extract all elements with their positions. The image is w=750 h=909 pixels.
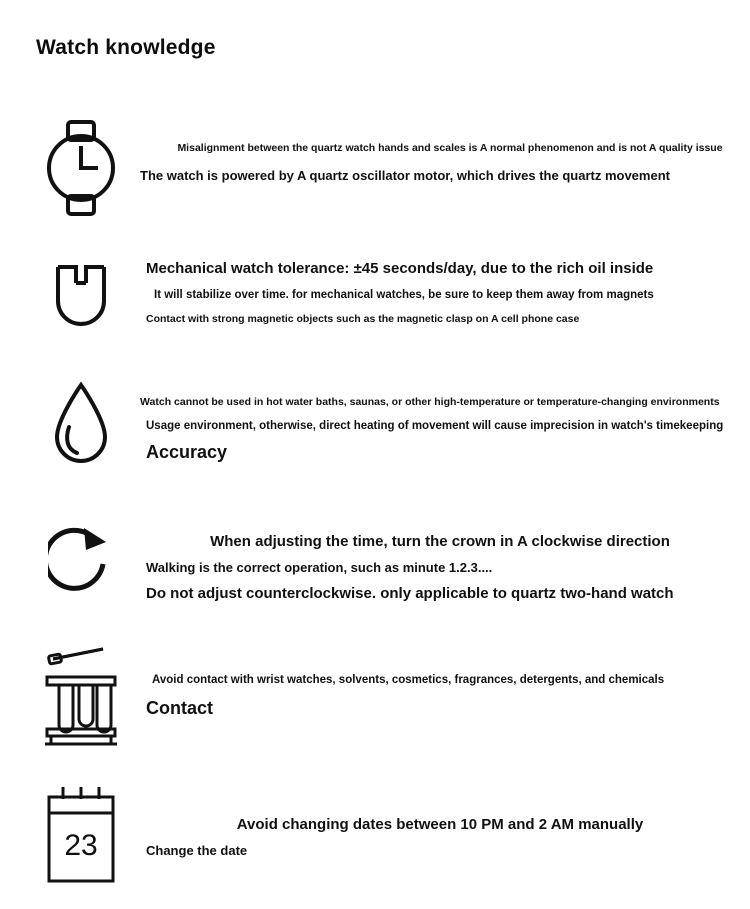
section-date-text <box>140 816 740 858</box>
section-magnetism-text <box>140 260 740 325</box>
text-line: Contact <box>146 698 213 718</box>
text-line: Change the date <box>146 843 248 858</box>
section-quartz-text <box>140 142 740 183</box>
water-drop-icon <box>36 380 126 470</box>
magnet-icon <box>36 254 126 340</box>
text-line: Walking is the correct operation, such as minute 1.2.3.... <box>146 560 493 575</box>
text-line: Avoid changing dates between 10 PM and 2 AM manually <box>236 816 644 833</box>
text-line: Do not adjust counterclockwise. only applicable to quartz two-hand watch <box>146 585 674 602</box>
clockwise-arrow-icon <box>36 519 126 609</box>
svg-text:23: 23 <box>64 829 98 862</box>
text-line: It will stabilize over time. for mechanical watches, be sure to keep them away from magnets <box>154 289 654 301</box>
text-line: Usage environment, otherwise, direct heating of movement will cause imprecision in watch's timekeeping <box>146 420 724 432</box>
watch-icon <box>36 118 126 218</box>
test-tube-rack-icon <box>36 640 126 750</box>
section-accuracy-text <box>140 396 750 463</box>
calendar-icon <box>36 780 126 890</box>
text-line: Watch cannot be used in hot water baths, saunas, or other high-temperature or temperature-changing environments <box>140 396 720 408</box>
text-line: Contact with strong magnetic objects such as the magnetic clasp on A cell phone case <box>146 313 580 325</box>
text-line: Mechanical watch tolerance: ±45 seconds/day, due to the rich oil inside <box>146 260 654 277</box>
section-contact-text <box>140 674 740 719</box>
text-line: Accuracy <box>146 442 228 462</box>
page-title: Watch knowledge <box>36 36 216 59</box>
text-line: Misalignment between the quartz watch hands and scales is A normal phenomenon and is not A quality issue <box>177 142 723 154</box>
section-crown-text <box>140 533 740 602</box>
text-line: When adjusting the time, turn the crown in A clockwise direction <box>210 533 670 550</box>
text-line: Avoid contact with wrist watches, solvents, cosmetics, fragrances, detergents, and chemicals <box>152 674 665 686</box>
text-line: The watch is powered by A quartz oscillator motor, which drives the quartz movement <box>140 168 670 183</box>
